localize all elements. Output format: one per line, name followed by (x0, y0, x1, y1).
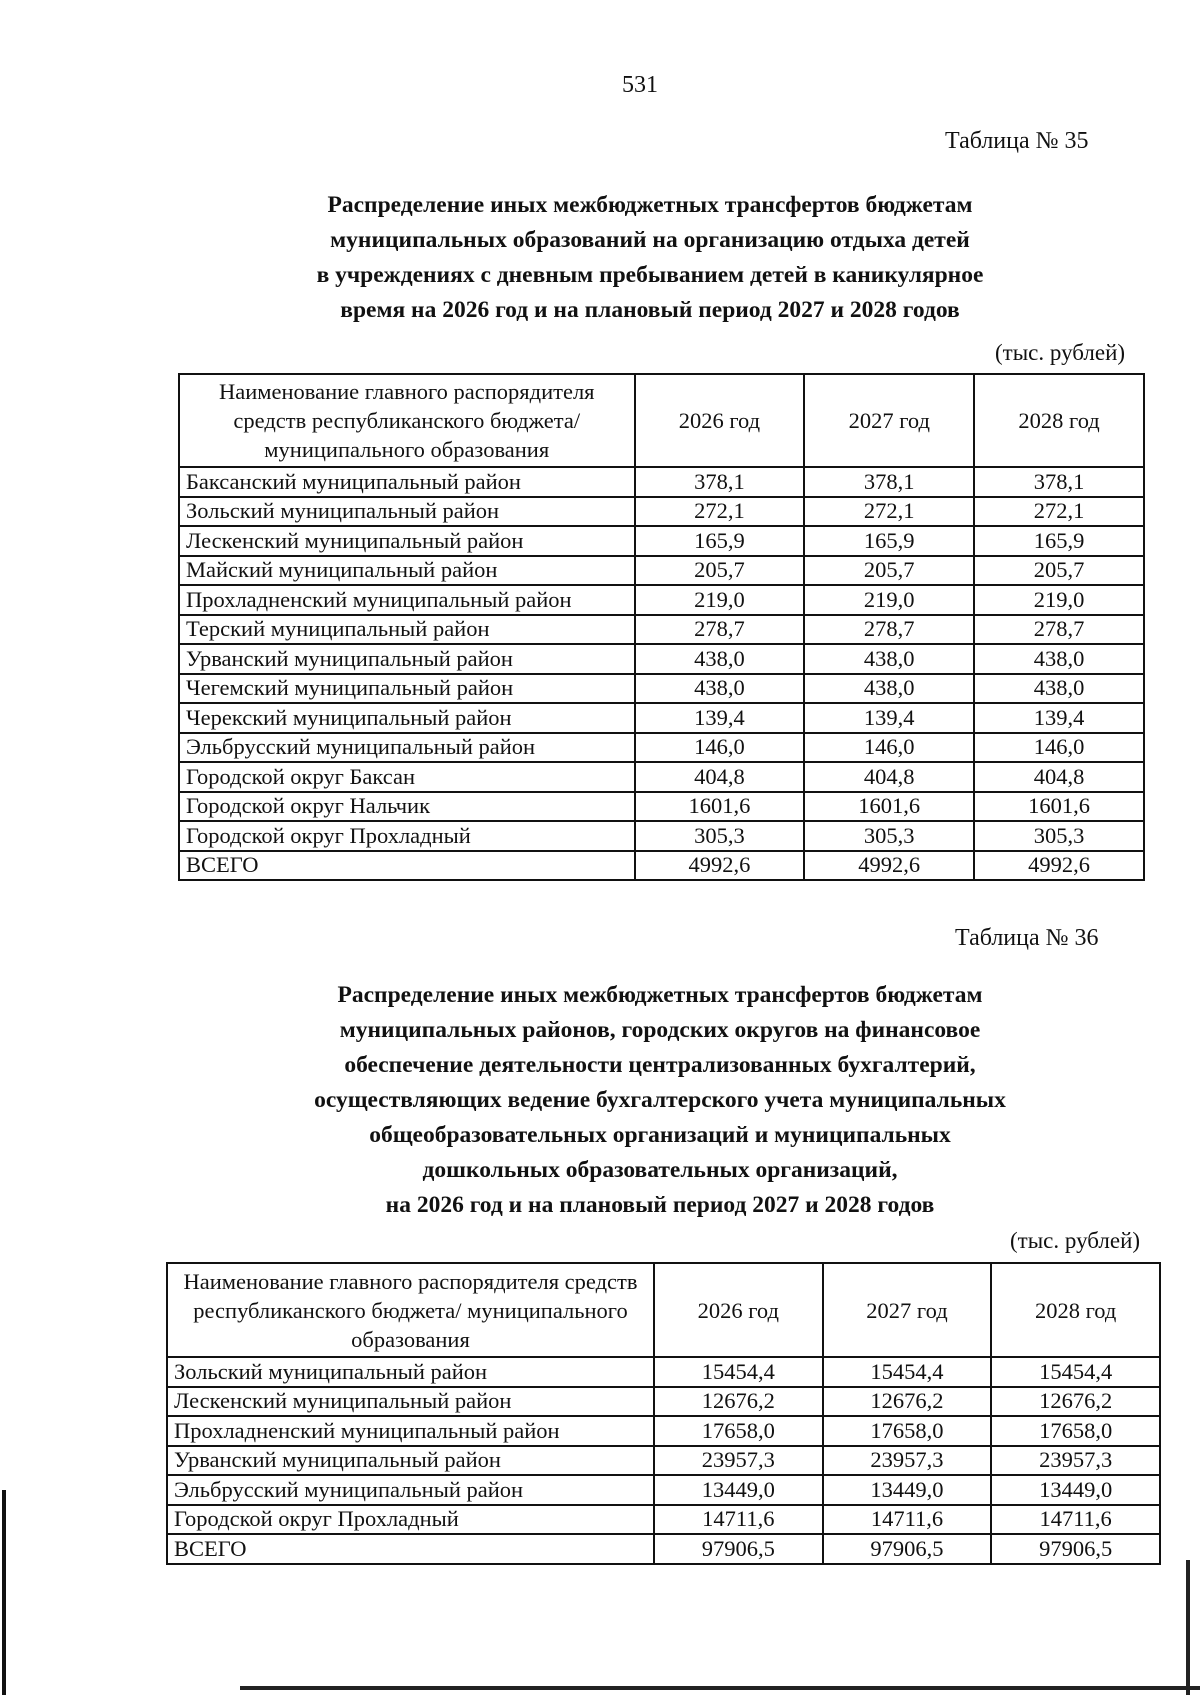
cell-value-2026: 146,0 (635, 733, 805, 763)
cell-value-2027: 12676,2 (823, 1387, 992, 1417)
cell-value-2026: 305,3 (635, 821, 805, 851)
table-row (179, 762, 1144, 792)
cell-value-2027: 139,4 (804, 703, 974, 733)
header-2028: 2028 год (991, 1263, 1160, 1357)
cell-value-2026: 438,0 (635, 674, 805, 704)
cell-value-2027: 378,1 (804, 467, 974, 497)
cell-value-2027: 219,0 (804, 585, 974, 615)
table-row (179, 792, 1144, 822)
cell-value-2026: 4992,6 (635, 851, 805, 881)
header-2027: 2027 год (823, 1263, 992, 1357)
cell-name: Урванский муниципальный район (167, 1446, 654, 1476)
cell-value-2027: 23957,3 (823, 1446, 992, 1476)
cell-value-2027: 165,9 (804, 526, 974, 556)
title-line: муниципальных районов, городских округов на финансовое (339, 1017, 981, 1043)
cell-value-2027: 97906,5 (823, 1534, 992, 1564)
header-name: Наименование главного распорядителя средств республиканского бюджета/ муниципального образования (179, 374, 635, 467)
cell-value-2028: 272,1 (974, 497, 1144, 527)
cell-value-2028: 4992,6 (974, 851, 1144, 881)
table-row (179, 467, 1144, 497)
cell-value-2027: 205,7 (804, 556, 974, 586)
table-36-units: (тыс. рублей) (1010, 1228, 1141, 1253)
table-row (179, 615, 1144, 645)
cell-value-2028: 15454,4 (991, 1357, 1160, 1387)
cell-value-2026: 219,0 (635, 585, 805, 615)
cell-value-2026: 272,1 (635, 497, 805, 527)
cell-name: Городской округ Прохладный (179, 821, 635, 851)
scan-edge (1186, 1560, 1190, 1695)
table-row (179, 703, 1144, 733)
table-36-title (0, 978, 1200, 1223)
total-row (167, 1534, 1160, 1564)
cell-value-2027: 4992,6 (804, 851, 974, 881)
cell-value-2027: 14711,6 (823, 1505, 992, 1535)
title-line: общеобразовательных организаций и муниципальных (369, 1122, 951, 1148)
cell-value-2027: 1601,6 (804, 792, 974, 822)
cell-value-2028: 219,0 (974, 585, 1144, 615)
cell-value-2026: 14711,6 (654, 1505, 823, 1535)
table-35-title (0, 188, 1200, 328)
cell-value-2026: 278,7 (635, 615, 805, 645)
cell-value-2028: 305,3 (974, 821, 1144, 851)
title-line: дошкольных образовательных организаций, (422, 1157, 898, 1183)
title-line: время на 2026 год и на плановый период 2027 и 2028 годов (340, 297, 960, 323)
cell-value-2028: 165,9 (974, 526, 1144, 556)
header-2027: 2027 год (804, 374, 974, 467)
cell-value-2026: 13449,0 (654, 1475, 823, 1505)
cell-value-2028: 14711,6 (991, 1505, 1160, 1535)
title-line: осуществляющих ведение бухгалтерского учета муниципальных (314, 1087, 1006, 1113)
cell-name: Эльбрусский муниципальный район (167, 1475, 654, 1505)
cell-value-2027: 13449,0 (823, 1475, 992, 1505)
cell-name: Лескенский муниципальный район (167, 1387, 654, 1417)
cell-name: Прохладненский муниципальный район (179, 585, 635, 615)
cell-value-2027: 278,7 (804, 615, 974, 645)
table-row (179, 821, 1144, 851)
cell-name: Прохладненский муниципальный район (167, 1416, 654, 1446)
table-row (167, 1505, 1160, 1535)
cell-value-2027: 404,8 (804, 762, 974, 792)
cell-name: ВСЕГО (167, 1534, 654, 1564)
cell-value-2028: 438,0 (974, 644, 1144, 674)
total-row (179, 851, 1144, 881)
cell-value-2026: 17658,0 (654, 1416, 823, 1446)
cell-value-2028: 404,8 (974, 762, 1144, 792)
cell-name: Чегемский муниципальный район (179, 674, 635, 704)
cell-value-2026: 205,7 (635, 556, 805, 586)
cell-value-2028: 17658,0 (991, 1416, 1160, 1446)
cell-value-2026: 378,1 (635, 467, 805, 497)
table-35-units: (тыс. рублей) (995, 340, 1126, 365)
table-header-row (179, 374, 1144, 467)
table-row (179, 644, 1144, 674)
cell-name: Городской округ Баксан (179, 762, 635, 792)
header-2026: 2026 год (635, 374, 805, 467)
cell-value-2026: 165,9 (635, 526, 805, 556)
cell-value-2027: 272,1 (804, 497, 974, 527)
cell-value-2026: 1601,6 (635, 792, 805, 822)
cell-value-2027: 17658,0 (823, 1416, 992, 1446)
cell-value-2027: 15454,4 (823, 1357, 992, 1387)
cell-value-2026: 97906,5 (654, 1534, 823, 1564)
cell-value-2028: 205,7 (974, 556, 1144, 586)
cell-name: Зольский муниципальный район (179, 497, 635, 527)
title-line: на 2026 год и на плановый период 2027 и 2028 годов (385, 1192, 935, 1218)
header-name: Наименование главного распорядителя средств республиканского бюджета/ муниципального образования (167, 1263, 654, 1357)
cell-name: Эльбрусский муниципальный район (179, 733, 635, 763)
table-36-label: Таблица № 36 (955, 925, 1099, 951)
table-row (179, 526, 1144, 556)
table-row (179, 733, 1144, 763)
cell-value-2028: 97906,5 (991, 1534, 1160, 1564)
table-row (167, 1416, 1160, 1446)
cell-value-2028: 1601,6 (974, 792, 1144, 822)
table-row (167, 1475, 1160, 1505)
scan-edge (2, 1490, 6, 1695)
title-line: в учреждениях с дневным пребыванием детей в каникулярное (316, 262, 984, 288)
cell-value-2026: 23957,3 (654, 1446, 823, 1476)
cell-value-2026: 438,0 (635, 644, 805, 674)
cell-value-2028: 278,7 (974, 615, 1144, 645)
cell-value-2028: 13449,0 (991, 1475, 1160, 1505)
page-number: 531 (622, 72, 658, 98)
cell-name: Городской округ Прохладный (167, 1505, 654, 1535)
table-row (179, 556, 1144, 586)
cell-value-2028: 139,4 (974, 703, 1144, 733)
cell-name: Майский муниципальный район (179, 556, 635, 586)
cell-name: Баксанский муниципальный район (179, 467, 635, 497)
cell-value-2026: 15454,4 (654, 1357, 823, 1387)
cell-name: Черекский муниципальный район (179, 703, 635, 733)
cell-value-2028: 23957,3 (991, 1446, 1160, 1476)
title-line: обеспечение деятельности централизованных бухгалтерий, (344, 1052, 976, 1078)
table-row (167, 1446, 1160, 1476)
cell-name: Зольский муниципальный район (167, 1357, 654, 1387)
table-35 (178, 373, 1145, 881)
cell-value-2026: 404,8 (635, 762, 805, 792)
table-row (179, 497, 1144, 527)
cell-name: Урванский муниципальный район (179, 644, 635, 674)
table-row (167, 1387, 1160, 1417)
title-line: Распределение иных межбюджетных трансфертов бюджетам (337, 982, 983, 1008)
cell-value-2027: 438,0 (804, 674, 974, 704)
table-row (167, 1357, 1160, 1387)
cell-value-2026: 12676,2 (654, 1387, 823, 1417)
cell-name: ВСЕГО (179, 851, 635, 881)
table-row (179, 674, 1144, 704)
cell-value-2028: 438,0 (974, 674, 1144, 704)
cell-value-2027: 438,0 (804, 644, 974, 674)
cell-value-2026: 139,4 (635, 703, 805, 733)
header-2026: 2026 год (654, 1263, 823, 1357)
table-header-row (167, 1263, 1160, 1357)
table-35-label: Таблица № 35 (945, 128, 1089, 154)
cell-value-2027: 146,0 (804, 733, 974, 763)
title-line: Распределение иных межбюджетных трансфертов бюджетам (327, 192, 973, 218)
cell-value-2027: 305,3 (804, 821, 974, 851)
cell-name: Городской округ Нальчик (179, 792, 635, 822)
title-line: муниципальных образований на организацию отдыха детей (330, 227, 970, 253)
table-36 (166, 1262, 1161, 1565)
cell-value-2028: 12676,2 (991, 1387, 1160, 1417)
table-row (179, 585, 1144, 615)
cell-name: Лескенский муниципальный район (179, 526, 635, 556)
cell-value-2028: 146,0 (974, 733, 1144, 763)
scan-edge (240, 1686, 1200, 1690)
cell-value-2028: 378,1 (974, 467, 1144, 497)
cell-name: Терский муниципальный район (179, 615, 635, 645)
header-2028: 2028 год (974, 374, 1144, 467)
